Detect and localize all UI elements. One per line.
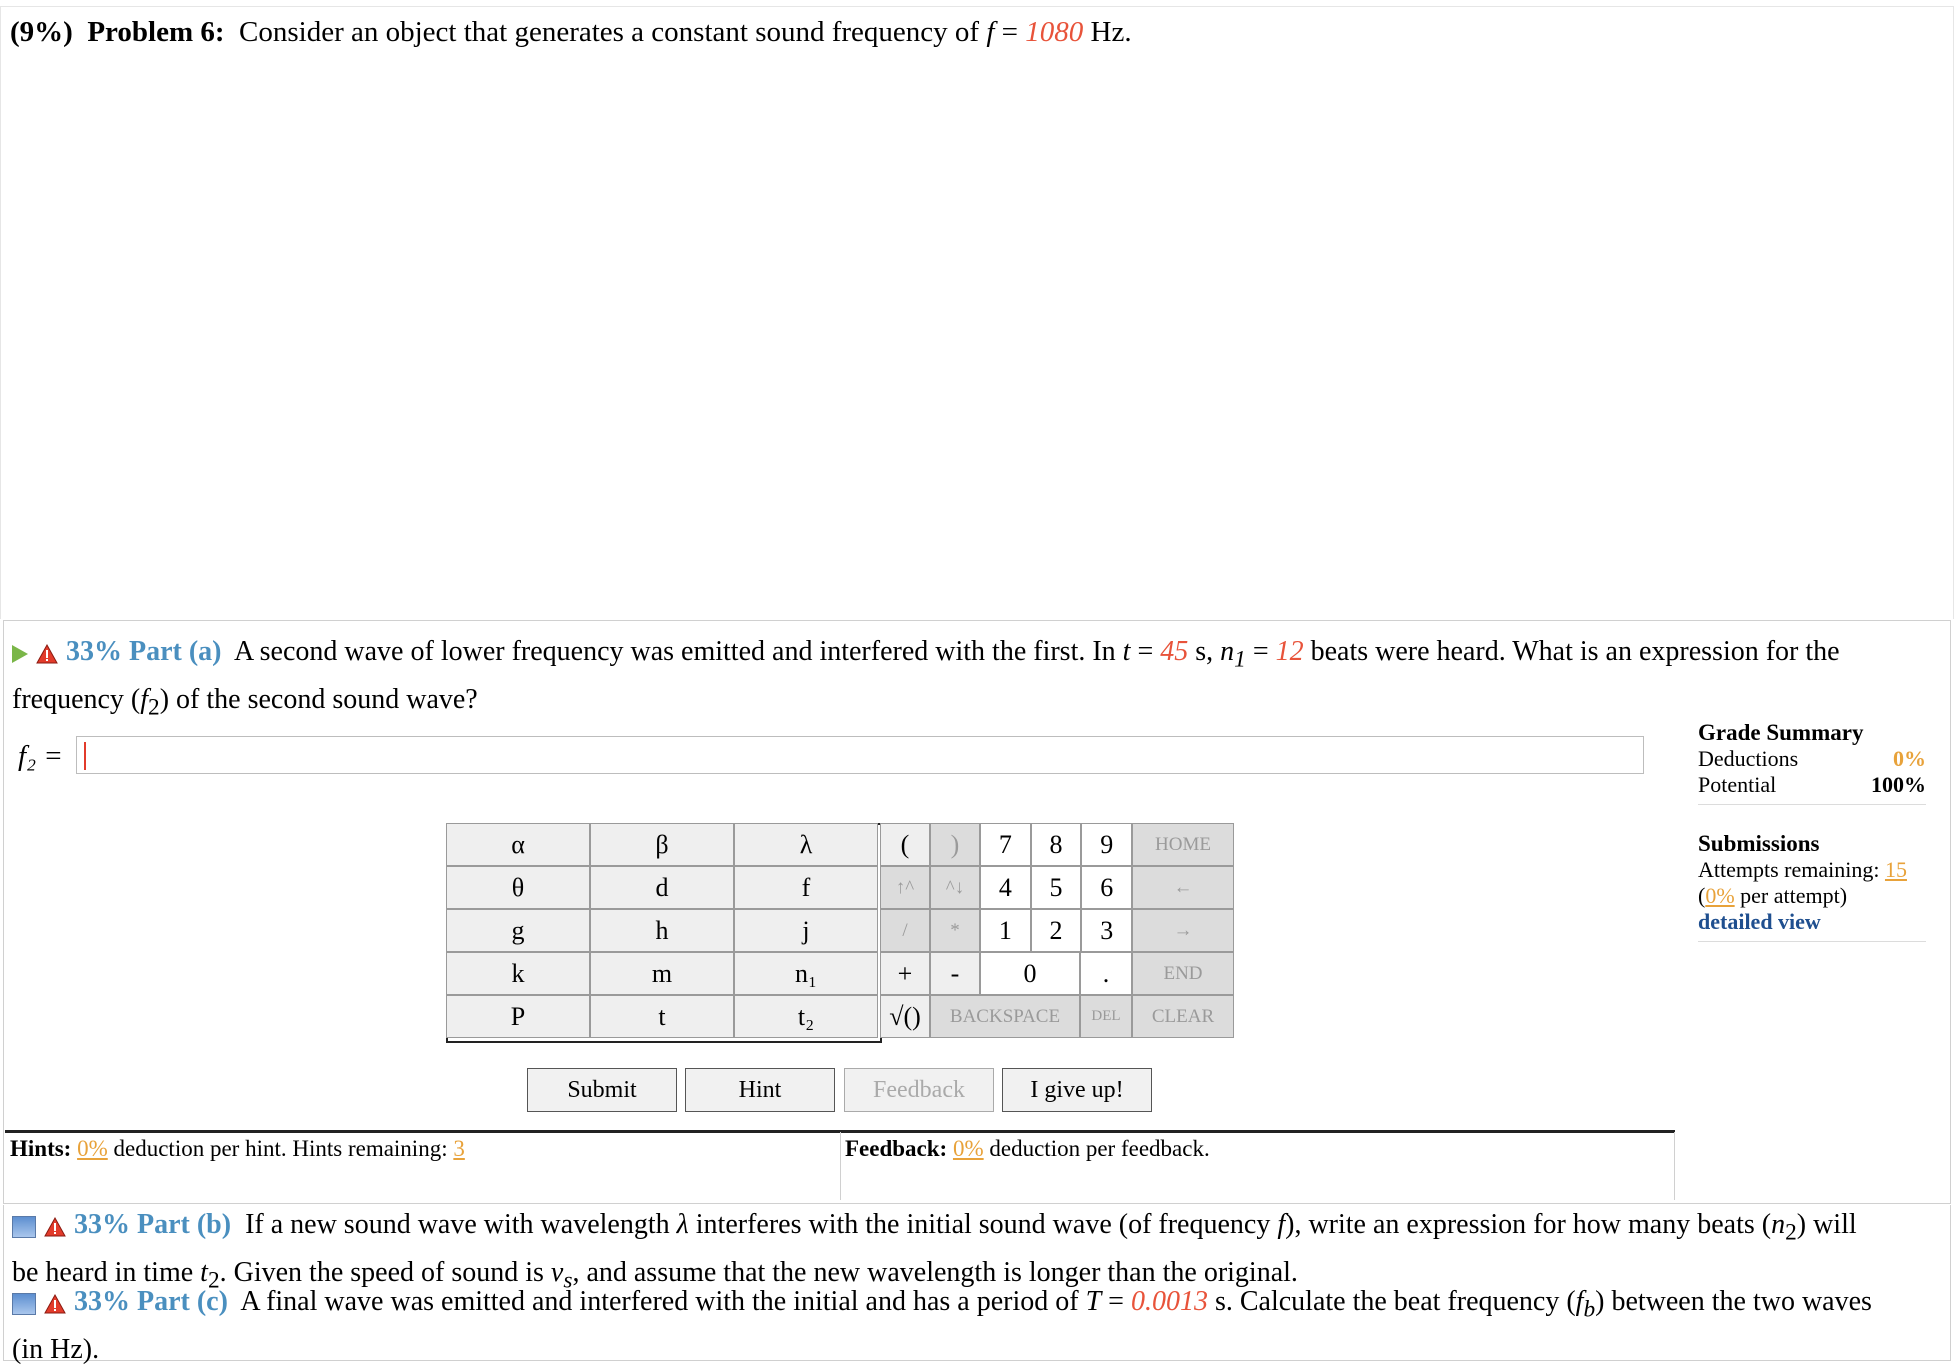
hint-button[interactable]: Hint <box>685 1068 835 1112</box>
text-caret <box>84 742 86 770</box>
part-c-fb: f <box>1575 1286 1584 1317</box>
part-b-text3: ), write an expression for how many beats ( <box>1285 1209 1772 1240</box>
part-c-percent: 33% <box>74 1286 130 1317</box>
key-digit[interactable]: 7 <box>980 823 1031 866</box>
key-close-paren: ) <box>930 823 980 866</box>
part-a-n-sub: 1 <box>1234 646 1246 673</box>
key-symbol[interactable]: m <box>590 952 734 995</box>
key-sqrt[interactable]: √() <box>880 995 930 1038</box>
key-dot[interactable]: . <box>1080 952 1132 995</box>
problem-unit: Hz. <box>1083 16 1132 48</box>
part-b-text4: ) will <box>1796 1209 1857 1240</box>
part-b-v-sub: s <box>563 1267 573 1294</box>
potential-value: 100% <box>1871 772 1926 797</box>
key-plus[interactable]: + <box>880 952 930 995</box>
part-c-T: T <box>1085 1286 1102 1317</box>
problem-eq: = <box>994 16 1026 48</box>
grade-summary <box>1698 720 1926 942</box>
key-clear: CLEAR <box>1132 995 1234 1038</box>
part-a-t-var: t <box>1122 636 1131 667</box>
warning-icon <box>44 1217 66 1237</box>
key-end: END <box>1132 952 1234 995</box>
part-b-text6: . Given the speed of sound is <box>219 1256 544 1288</box>
key-digit[interactable]: 8 <box>1031 823 1082 866</box>
divider <box>1698 935 1926 942</box>
part-a-text4: ) of the second sound wave? <box>159 683 478 715</box>
part-a-text3: frequency ( <box>12 683 141 715</box>
per-attempt-pct: 0% <box>1705 883 1735 908</box>
part-c-text4: (in Hz). <box>12 1333 100 1365</box>
divider <box>1674 1132 1675 1200</box>
part-c-text2: s. Calculate the beat frequency ( <box>1207 1286 1576 1317</box>
part-b-text1: If a new sound wave with wavelength <box>245 1209 670 1240</box>
key-symbol[interactable]: k <box>446 952 590 995</box>
collapsed-part-icon[interactable] <box>12 1293 36 1315</box>
part-a-f2-sub: 2 <box>148 694 160 721</box>
feedback-text: deduction per feedback. <box>989 1136 1210 1161</box>
key-symbol[interactable]: j <box>734 909 878 952</box>
problem-var: f <box>986 16 995 48</box>
feedback-label: Feedback: <box>845 1136 948 1161</box>
key-digit-0[interactable]: 0 <box>980 952 1080 995</box>
expand-triangle-icon[interactable] <box>12 645 28 663</box>
detailed-view-link[interactable]: detailed view <box>1698 909 1821 934</box>
part-b-n-sub: 2 <box>1785 1219 1797 1246</box>
hints-pct: 0% <box>77 1136 108 1161</box>
part-a-t-value: 45 <box>1160 636 1189 667</box>
part-a-label: Part (a) <box>129 636 222 667</box>
deductions-label: Deductions <box>1698 746 1799 771</box>
key-open-paren[interactable]: ( <box>880 823 930 866</box>
key-del: DEL <box>1080 995 1132 1038</box>
hints-text: deduction per hint. Hints remaining: <box>113 1136 448 1161</box>
key-symbol[interactable]: d <box>590 866 734 909</box>
warning-icon <box>36 644 58 664</box>
part-c-text1: A final wave was emitted and interfered with the initial and has a period of <box>240 1286 1079 1317</box>
key-symbol[interactable]: g <box>446 909 590 952</box>
key-digit[interactable]: 9 <box>1081 823 1132 866</box>
give-up-button[interactable]: I give up! <box>1002 1068 1152 1112</box>
hints-remaining: 3 <box>453 1136 465 1161</box>
hints-label: Hints: <box>10 1136 72 1161</box>
part-b-t: t <box>200 1256 208 1288</box>
part-a-text2: beats were heard. What is an expression for the <box>1310 636 1840 667</box>
key-up-arrow: ↑^ <box>880 866 930 909</box>
part-b-percent: 33% <box>74 1209 130 1240</box>
key-symbol[interactable]: β <box>590 823 734 866</box>
divider <box>840 1132 841 1200</box>
part-a-percent: 33% <box>66 636 122 667</box>
key-left: ← <box>1132 866 1234 909</box>
problem-weight: (9%) <box>10 16 73 48</box>
part-c-fb-sub: b <box>1583 1296 1596 1323</box>
key-symbol[interactable]: t₂ <box>734 995 878 1038</box>
key-digit[interactable]: 4 <box>980 866 1031 909</box>
part-a-f2-var: f <box>140 683 149 715</box>
part-c-eq: = <box>1101 1286 1131 1317</box>
problem-label: Problem 6: <box>87 16 225 48</box>
attempts-label: Attempts remaining: <box>1698 857 1880 882</box>
warning-icon <box>44 1294 66 1314</box>
part-b-text2: interferes with the initial sound wave (of frequency <box>695 1209 1271 1240</box>
key-symbol[interactable]: θ <box>446 866 590 909</box>
key-digit[interactable]: 1 <box>980 909 1031 952</box>
feedback-pct: 0% <box>952 1136 984 1161</box>
part-a-n-value: 12 <box>1275 636 1304 667</box>
answer-input[interactable] <box>76 736 1644 774</box>
part-a-eq: = <box>1130 636 1161 667</box>
key-digit[interactable]: 2 <box>1031 909 1082 952</box>
part-b-text7: , and assume that the new wavelength is longer than the original. <box>572 1256 1298 1288</box>
key-digit[interactable]: 5 <box>1031 866 1082 909</box>
problem-value: 1080 <box>1025 16 1084 48</box>
key-multiply: * <box>930 909 980 952</box>
submit-button[interactable]: Submit <box>527 1068 677 1112</box>
key-digit[interactable]: 3 <box>1081 909 1132 952</box>
feedback-button: Feedback <box>844 1068 994 1112</box>
key-divide: / <box>880 909 930 952</box>
problem-statement <box>10 16 1132 49</box>
part-b-lambda: λ <box>676 1209 689 1240</box>
key-symbol[interactable]: n₁ <box>734 952 878 995</box>
part-a-text1: A second wave of lower frequency was emitted and interfered with the first. In <box>233 636 1116 667</box>
key-symbol[interactable]: h <box>590 909 734 952</box>
part-b-label[interactable]: Part (b) <box>137 1209 232 1240</box>
key-symbol[interactable]: t <box>590 995 734 1038</box>
problem-text: Consider an object that generates a constant sound frequency of <box>239 16 980 48</box>
key-home: HOME <box>1132 823 1234 866</box>
collapsed-part-icon[interactable] <box>12 1216 36 1238</box>
key-backspace: BACKSPACE <box>930 995 1080 1038</box>
part-a-n-var: n <box>1220 636 1235 667</box>
key-symbol[interactable]: P <box>446 995 590 1038</box>
grade-summary-title: Grade Summary <box>1698 720 1864 745</box>
part-c-question <box>12 1282 1942 1370</box>
part-b-v: v <box>550 1256 564 1288</box>
deductions-value: 0% <box>1893 746 1926 771</box>
part-a-question <box>12 632 1942 727</box>
answer-label: f₂ = <box>18 740 63 772</box>
key-symbol[interactable]: α <box>446 823 590 866</box>
attempts-value: 15 <box>1884 857 1907 882</box>
part-c-text3: ) between the two waves <box>1595 1286 1872 1317</box>
part-c-T-value: 0.0013 <box>1130 1286 1208 1317</box>
problem-panel <box>0 6 1954 619</box>
key-minus[interactable]: - <box>930 952 980 995</box>
key-right: → <box>1132 909 1234 952</box>
key-symbol[interactable]: λ <box>734 823 878 866</box>
part-b-t-sub: 2 <box>207 1267 220 1294</box>
per-attempt-open: ( <box>1698 883 1706 908</box>
potential-label: Potential <box>1698 772 1777 797</box>
per-attempt-text: per attempt) <box>1734 883 1848 908</box>
part-a-t-unit: s, <box>1188 636 1214 667</box>
part-b-n: n <box>1771 1209 1786 1240</box>
part-a-eq2: = <box>1245 636 1276 667</box>
key-down-arrow: ^↓ <box>930 866 980 909</box>
divider <box>1698 798 1926 805</box>
part-c-label[interactable]: Part (c) <box>137 1286 228 1317</box>
key-symbol[interactable]: f <box>734 866 878 909</box>
hints-info <box>10 1136 465 1162</box>
key-digit[interactable]: 6 <box>1081 866 1132 909</box>
submissions-title: Submissions <box>1698 831 1820 856</box>
feedback-info <box>845 1136 1210 1162</box>
part-b-f: f <box>1277 1209 1286 1240</box>
part-b-text5: be heard in time <box>12 1256 194 1288</box>
